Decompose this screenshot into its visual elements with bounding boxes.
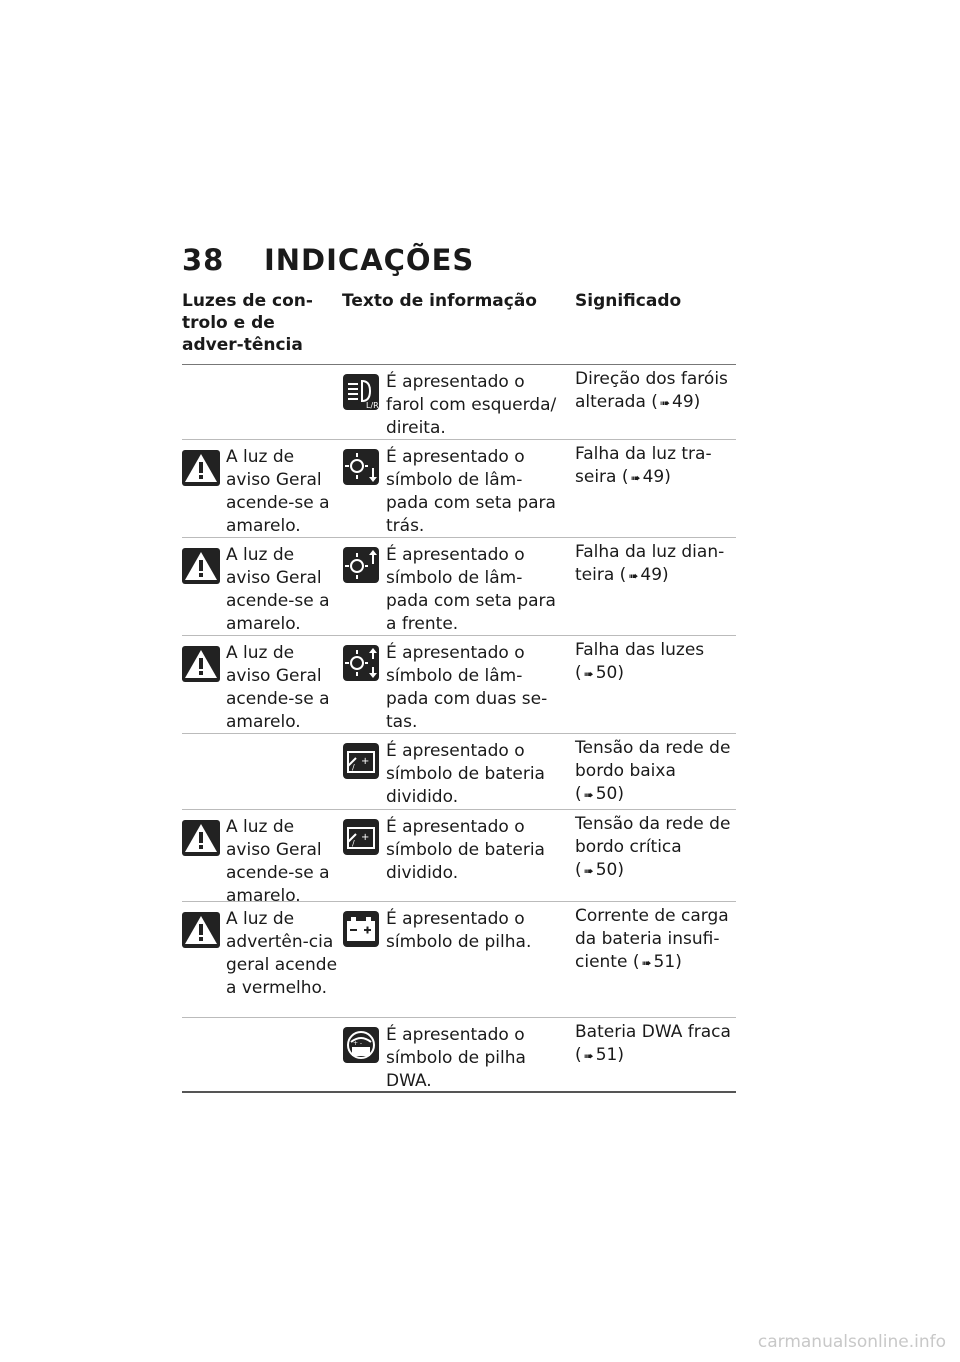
warning-triangle-icon <box>182 646 220 682</box>
page-number: 38 <box>182 243 225 277</box>
page-reference[interactable]: 51 <box>653 952 676 972</box>
battery-split-icon <box>342 818 380 856</box>
watermark-text: carmanualsonline.info <box>757 1332 946 1352</box>
info-cell <box>342 440 575 537</box>
meaning-text: Corrente de carga da bateria insufi-ciente <box>575 906 729 972</box>
meaning-text: Falha da luz dian-teira <box>575 542 725 585</box>
indicator-table <box>182 290 736 1093</box>
info-text: É apresentado o símbolo de pilha DWA. <box>386 1025 526 1091</box>
meaning-cell: Falha da luz dian-teira ( ➠ 49) <box>575 542 725 585</box>
meaning-cell: Bateria DWA fraca ( ➠ 51) <box>575 1022 731 1065</box>
info-text: É apresentado o símbolo de lâm-pada com seta para trás. <box>386 447 556 536</box>
info-cell <box>342 1018 575 1091</box>
lamp-arrow-front-icon <box>342 546 380 584</box>
table-row <box>182 902 736 1018</box>
svg-text:/: / <box>352 763 355 772</box>
page-title: INDICAÇÕES <box>264 243 475 277</box>
control-cell <box>182 902 342 1017</box>
info-text: É apresentado o símbolo de lâm-pada com seta para a frente. <box>386 545 556 634</box>
table-row <box>182 538 736 636</box>
control-cell <box>182 810 342 906</box>
control-cell <box>182 365 342 439</box>
table-row <box>182 810 736 906</box>
control-text: A luz de aviso Geral acende-se a amarelo. <box>226 545 330 634</box>
reference-arrow-icon: ➠ <box>628 569 639 583</box>
reference-arrow-icon: ➠ <box>583 864 594 878</box>
meaning-text: Bateria DWA fraca <box>575 1022 731 1042</box>
control-text: A luz de aviso Geral acende-se a amarelo. <box>226 817 330 906</box>
reference-arrow-icon: ➠ <box>583 667 594 681</box>
dwa-battery-icon <box>342 1026 380 1064</box>
control-text: A luz de aviso Geral acende-se a amarelo. <box>226 447 330 536</box>
battery-split-icon <box>342 742 380 780</box>
info-cell <box>342 810 575 901</box>
page-reference[interactable]: 50 <box>595 784 618 804</box>
control-cell <box>182 538 342 635</box>
table-row <box>182 440 736 538</box>
info-cell <box>342 734 575 809</box>
page-reference[interactable]: 51 <box>595 1045 618 1065</box>
table-row <box>182 636 736 734</box>
warning-triangle-icon <box>182 912 220 948</box>
meaning-cell: Tensão da rede de bordo crítica ( ➠ 50) <box>575 814 731 880</box>
warning-triangle-icon <box>182 548 220 584</box>
info-text: É apresentado o símbolo de pilha. <box>386 909 532 952</box>
warning-triangle-icon <box>182 820 220 856</box>
info-text: É apresentado o farol com esquerda/ direita. <box>386 372 557 438</box>
svg-text:L/R: L/R <box>366 401 379 410</box>
info-cell <box>342 636 575 733</box>
info-text: É apresentado o símbolo de lâm-pada com duas se-tas. <box>386 643 548 732</box>
lamp-arrow-back-icon <box>342 448 380 486</box>
warning-triangle-icon <box>182 450 220 486</box>
control-cell <box>182 636 342 733</box>
page-reference[interactable]: 49 <box>640 565 663 585</box>
page-reference[interactable]: 49 <box>672 392 694 412</box>
meaning-cell: Corrente de carga da bateria insufi-ciente ( ➠ 51) <box>575 906 729 972</box>
page-header <box>182 240 474 280</box>
info-cell <box>342 538 575 635</box>
table-row <box>182 734 736 810</box>
battery-icon <box>342 910 380 948</box>
meaning-text: Falha das luzes <box>575 640 705 660</box>
column-header-info: Texto de informação <box>342 291 537 311</box>
reference-arrow-icon: ➠ <box>659 396 670 410</box>
lamp-two-arrows-icon <box>342 644 380 682</box>
column-header-meaning: Significado <box>575 291 682 311</box>
control-cell <box>182 1018 342 1091</box>
page-reference[interactable]: 49 <box>642 467 665 487</box>
reference-arrow-icon: ➠ <box>630 471 641 485</box>
reference-arrow-icon: ➠ <box>583 788 594 802</box>
page-reference[interactable]: 50 <box>595 860 618 880</box>
control-text: A luz de aviso Geral acende-se a amarelo. <box>226 643 330 732</box>
meaning-text: Direção dos faróis alterada <box>575 369 728 412</box>
control-cell <box>182 440 342 537</box>
svg-text:+: + <box>361 756 370 767</box>
info-cell <box>342 365 575 439</box>
meaning-text: Tensão da rede de bordo baixa <box>575 738 731 781</box>
svg-text:+ -: + - <box>353 1040 363 1047</box>
table-header <box>182 290 736 365</box>
info-text: É apresentado o símbolo de bateria dividido. <box>386 817 545 883</box>
meaning-text: Tensão da rede de bordo crítica <box>575 814 731 857</box>
table-row <box>182 365 736 440</box>
meaning-cell: Direção dos faróis alterada ( ➠ 49) <box>575 369 728 412</box>
reference-arrow-icon: ➠ <box>641 956 652 970</box>
meaning-text: Falha da luz tra-seira <box>575 444 712 487</box>
meaning-cell: Falha da luz tra-seira ( ➠ 49) <box>575 444 712 487</box>
control-text: A luz de advertên-cia geral acende a vermelho. <box>226 909 338 998</box>
column-header-control: Luzes de con-trolo e de adver-tência <box>182 291 313 355</box>
info-cell <box>342 902 575 1017</box>
control-cell <box>182 734 342 809</box>
headlight-lr-icon <box>342 373 380 411</box>
svg-text:/: / <box>352 839 355 848</box>
table-row <box>182 1018 736 1093</box>
info-text: É apresentado o símbolo de bateria dividido. <box>386 741 545 807</box>
meaning-cell: Falha das luzes ( ➠ 50) <box>575 640 705 683</box>
meaning-cell: Tensão da rede de bordo baixa ( ➠ 50) <box>575 738 731 804</box>
page-reference[interactable]: 50 <box>595 663 618 683</box>
reference-arrow-icon: ➠ <box>583 1049 594 1063</box>
svg-text:+: + <box>361 832 370 843</box>
